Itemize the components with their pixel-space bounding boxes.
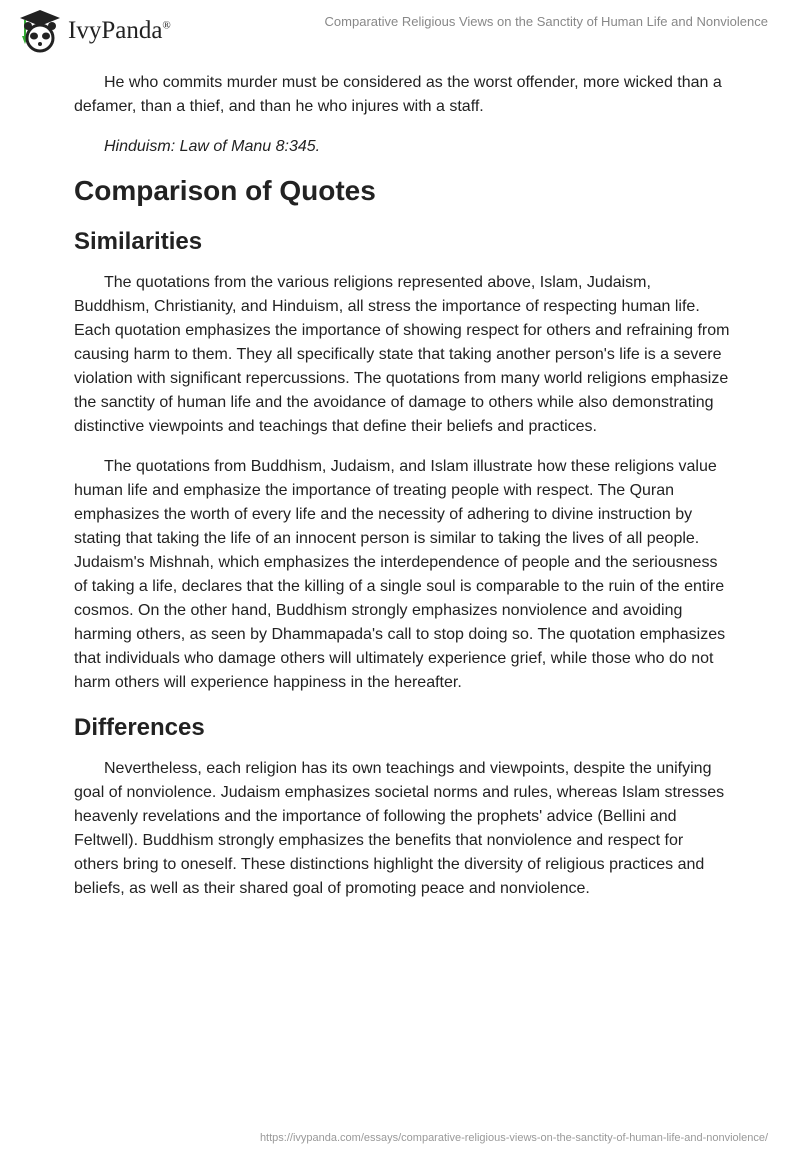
paragraph: The quotations from Buddhism, Judaism, and Islam illustrate how these religions value human life and emphasize the importance of treating people with respect. The Quran emphasizes the worth of every life and the necessity of adhering to divine instruction by stating that taking the life of an innocent person is similar to taking the lives of all people. Judaism's Mishnah, which emphasizes the interdependence of people and the seriousness of taking a life, declares that the killing of a single soul is comparable to the ruin of the entire cosmos. On the other hand, Buddhism strongly emphasizes nonviolence and avoiding harming others, as seen by Dhammapada's call to stop doing so. The quotation emphasizes that individuals who damage others will ultimately experience grief, while those who do not harm others will experience happiness in the hereafter. <box>74 458 726 691</box>
essay-content <box>74 71 730 917</box>
section-heading: Comparison of Quotes <box>74 175 376 206</box>
subheading-differences: Differences <box>74 714 205 741</box>
document-title: Comparative Religious Views on the Sanctity of Human Life and Nonviolence <box>324 14 768 29</box>
logo[interactable] <box>18 8 171 54</box>
quote-citation: Hinduism: Law of Manu 8:345. <box>104 138 321 155</box>
panda-graduate-icon <box>18 8 62 54</box>
paragraph: Nevertheless, each religion has its own teachings and viewpoints, despite the unifying goal of nonviolence. Judaism emphasizes societal norms and rules, whereas Islam stresses heavenly revelations and the importance of following the prophets' advice (Bellini and Feltwell). Buddhism strongly emphasizes the benefits that nonviolence and respect for others bring to oneself. These distinctions highlight the diversity of religious practices and beliefs, as well as their shared goal of promoting peace and nonviolence. <box>74 760 725 897</box>
logo-text: IvyPanda® <box>68 17 171 44</box>
quote-text: He who commits murder must be considered as the worst offender, more wicked than a defamer, than a thief, and than he who injures with a staff. <box>74 74 722 115</box>
subheading-similarities: Similarities <box>74 228 203 255</box>
source-url[interactable]: https://ivypanda.com/essays/comparative-religious-views-on-the-sanctity-of-human-life-and-nonviolence/ <box>259 1132 768 1144</box>
paragraph: The quotations from the various religions represented above, Islam, Judaism, Buddhism, Christianity, and Hinduism, all stress the importance of respecting human life. Each quotation emphasizes the importance of showing respect for others and refraining from causing harm to them. They all specifically state that taking another person's life is a severe violation with significant repercussions. The quotations from many world religions emphasize the sanctity of human life and the avoidance of damage to others while also demonstrating distinctive viewpoints and teachings that define their beliefs and practices. <box>74 274 730 435</box>
